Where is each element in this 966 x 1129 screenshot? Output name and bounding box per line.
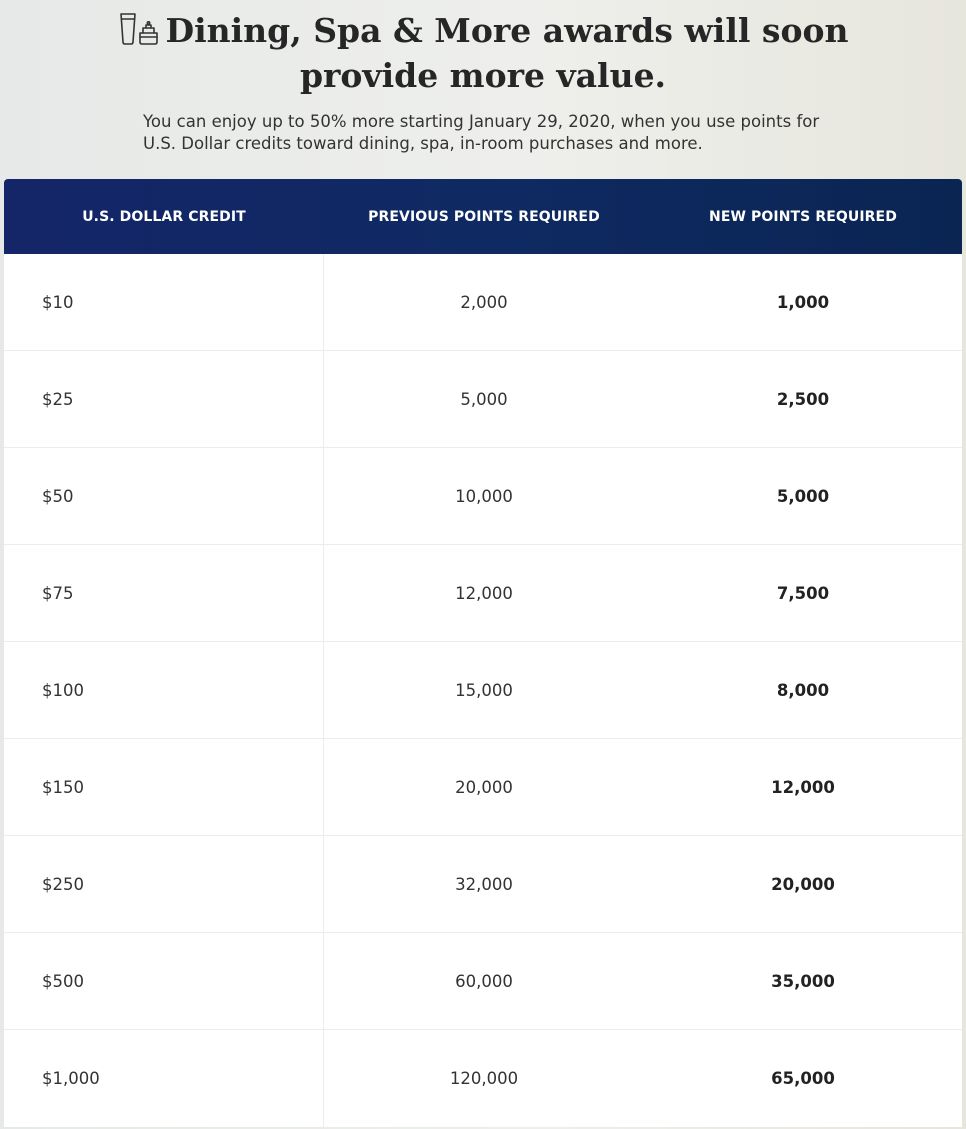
new-points-cell: 2,500	[776, 389, 830, 409]
new-points-cell: 35,000	[771, 971, 835, 991]
credit-cell: $10	[4, 254, 324, 350]
header-us-dollar-credit: U.S. DOLLAR CREDIT	[82, 208, 246, 225]
new-points-cell: 8,000	[776, 680, 830, 700]
intro-line-1: You can enjoy up to 50% more starting January 29, 2020, when you use points for	[143, 112, 820, 131]
previous-points-cell: 20,000	[455, 777, 513, 797]
table-body	[4, 254, 962, 1127]
credit-cell: $100	[4, 642, 324, 738]
header-new-points: NEW POINTS REQUIRED	[709, 208, 897, 225]
header-previous-points: PREVIOUS POINTS REQUIRED	[368, 208, 600, 225]
credit-cell: $150	[4, 739, 324, 835]
credit-cell: $25	[4, 351, 324, 447]
previous-points-cell: 15,000	[455, 680, 513, 700]
new-points-cell: 65,000	[771, 1069, 835, 1088]
new-points-cell: 1,000	[776, 292, 830, 312]
table-row	[4, 545, 962, 642]
table-row	[4, 448, 962, 545]
title-line-2: provide more value.	[299, 56, 667, 95]
dining-spa-icon	[118, 11, 160, 47]
title-line-1	[0, 8, 966, 53]
previous-points-cell: 2,000	[460, 292, 508, 312]
title-text-1: Dining, Spa & More awards will soon	[165, 11, 849, 50]
table-row	[4, 351, 962, 448]
new-points-cell: 5,000	[776, 486, 830, 506]
previous-points-cell: 10,000	[455, 486, 513, 506]
credit-cell: $50	[4, 448, 324, 544]
table-header	[4, 179, 962, 254]
previous-points-cell: 60,000	[455, 971, 513, 991]
credit-cell: $1,000	[4, 1030, 324, 1127]
new-points-cell: 20,000	[771, 874, 835, 894]
new-points-cell: 7,500	[776, 583, 830, 603]
previous-points-cell: 32,000	[455, 874, 513, 894]
previous-points-cell: 5,000	[460, 389, 508, 409]
credit-cell: $250	[4, 836, 324, 932]
credit-cell: $500	[4, 933, 324, 1029]
page-header	[0, 0, 966, 179]
new-points-cell: 12,000	[771, 777, 835, 797]
previous-points-cell: 120,000	[449, 1069, 519, 1088]
table-row	[4, 1030, 962, 1127]
credit-cell: $75	[4, 545, 324, 641]
table-row	[4, 933, 962, 1030]
previous-points-cell: 12,000	[455, 583, 513, 603]
table-row	[4, 739, 962, 836]
page-title	[0, 8, 966, 98]
intro-line-2: U.S. Dollar credits toward dining, spa, in-room purchases and more.	[143, 134, 703, 153]
table-row	[4, 836, 962, 933]
intro-text	[143, 111, 843, 155]
table-row	[4, 254, 962, 351]
points-table	[4, 179, 962, 1127]
table-row	[4, 642, 962, 739]
